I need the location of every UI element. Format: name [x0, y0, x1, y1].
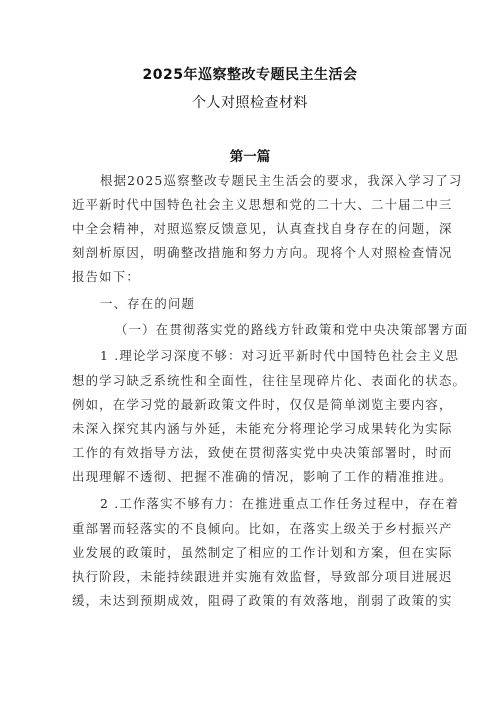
paragraph-line: 根据2025巡察整改专题民主生活会的要求，我深入学习了习	[100, 173, 463, 188]
section-heading: 第一篇	[229, 149, 271, 165]
paragraph-line: 未深入探究其内涵与外延，未能充分将理论学习成果转化为实际	[72, 421, 453, 436]
item-1-lead: 1 .理论学习深度不够：对习近平新时代中国特色社会主义思	[100, 348, 460, 363]
paragraph-line: 业发展的政策时，虽然制定了相应的工作计划和方案，但在实际	[72, 545, 453, 560]
paragraph-line: 工作的有效指导方法，致使在贯彻落实党中央决策部署时，时而	[72, 445, 453, 460]
paragraph-line: 报告如下：	[72, 269, 140, 284]
paragraph-line: 近平新时代中国特色社会主义思想和党的二十大、二十届二中三	[72, 197, 453, 212]
paragraph-line: 刻剖析原因，明确整改措施和努力方向。现将个人对照检查情况	[72, 245, 453, 260]
item-2-lead: 2 .工作落实不够有力：在推进重点工作任务过程中，存在着	[100, 496, 460, 511]
document-subtitle: 个人对照检查材料	[192, 95, 308, 111]
paragraph-line: 想的学习缺乏系统性和全面性，往往呈现碎片化、表面化的状态。	[72, 373, 467, 388]
paragraph-line: 例如，在学习党的最新政策文件时，仅仅是简单浏览主要内容，	[72, 397, 453, 412]
paragraph-line: 出现理解不透彻、把握不准确的情况，影响了工作的精准推进。	[72, 469, 453, 484]
paragraph-line: 重部署而轻落实的不良倾向。比如，在落实上级关于乡村振兴产	[72, 521, 453, 536]
subsection-heading: （一）在贯彻落实党的路线方针政策和党中央决策部署方面	[115, 322, 469, 337]
document-title: 2025年巡察整改专题民主生活会	[142, 67, 358, 83]
paragraph-line: 缓，未达到预期成效，阻碍了政策的有效落地，削弱了政策的实	[72, 593, 453, 608]
paragraph-line: 执行阶段，未能持续跟进并实施有效监督，导致部分项目进展迟	[72, 569, 453, 584]
section-heading-one: 一、存在的问题	[100, 296, 196, 311]
paragraph-line: 中全会精神，对照巡察反馈意见，认真查找自身存在的问题，深	[72, 221, 453, 236]
